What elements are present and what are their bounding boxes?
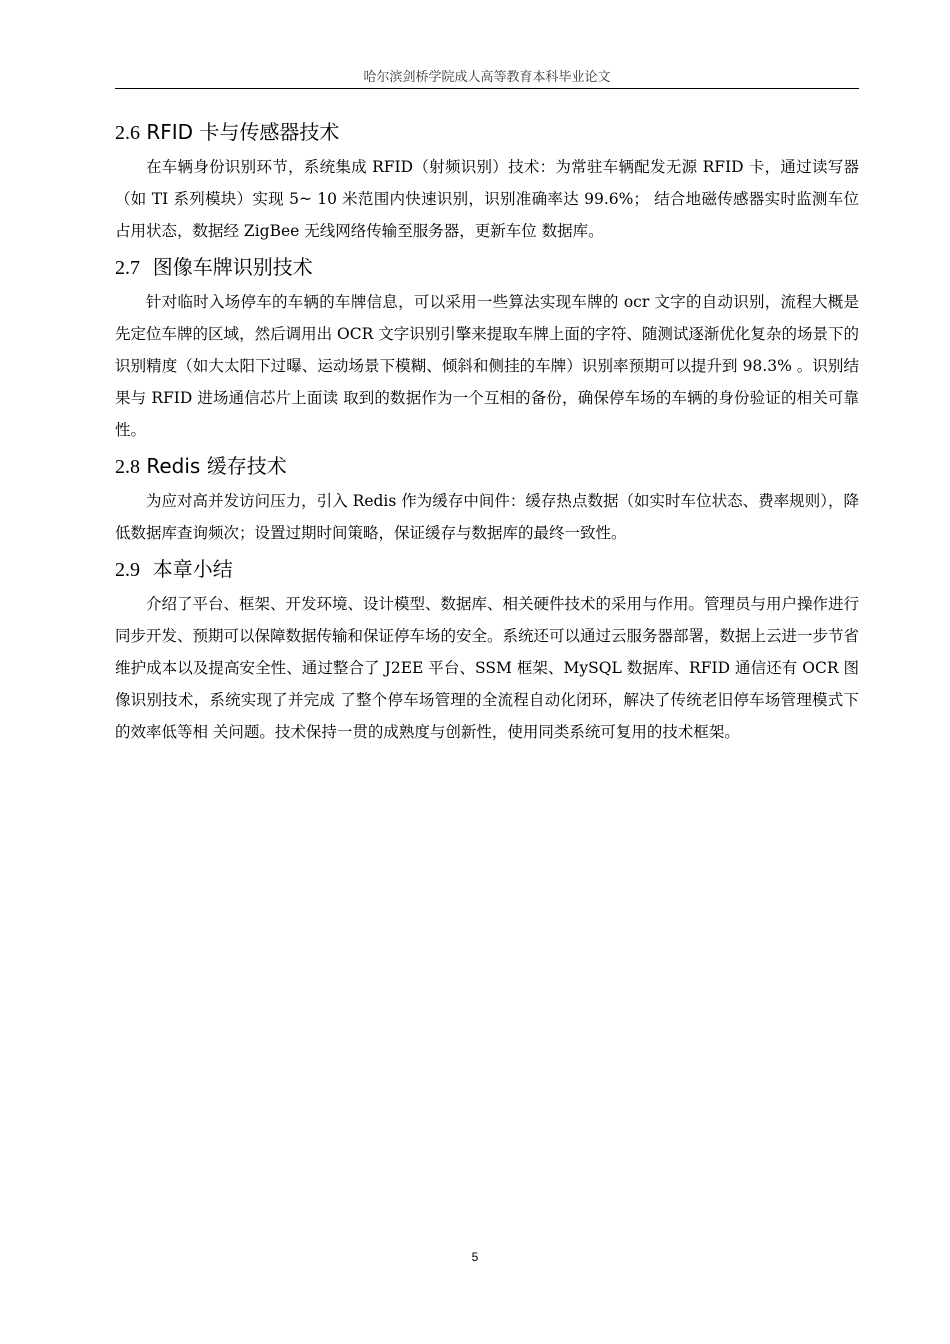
section-heading <box>115 118 859 147</box>
page-content <box>115 118 859 754</box>
section-paragraph: 介绍了平台、框架、开发环境、设计模型、数据库、相关硬件技术的采用与作用。管理员与用户操作进行同步开发、预期可以保障数据传输和保证停车场的安全。系统还可以通过云服务器部署，数据上云进一步节省维护成本以及提高安全性、通过整合了 J2EE 平台、SSM 框架、MySQL 数据库、RFID 通信还有 OCR 图像识别技术，系统实现了并完成 了整个停车场管理的全流程自动化闭环，解决了传统老旧停车场管理模式下的效率低等相 关问题。技术保持一贯的成熟度与创新性，使用同类系统可复用的技术框架。 <box>115 595 860 741</box>
header-divider <box>115 88 859 89</box>
section-number: 2.9 <box>115 559 140 581</box>
section-2-8 <box>115 452 859 549</box>
page-number: 5 <box>471 1250 479 1264</box>
section-paragraph: 在车辆身份识别环节，系统集成 RFID（射频识别）技术：为常驻车辆配发无源 RFID 卡，通过读写器（如 TI 系列模块）实现 5~ 10 米范围内快速识别，识别准确率达 99.6%； 结合地磁传感器实时监测车位占用状态，数据经 ZigBee 无线网络传输至服务器，更新车位 数据库。 <box>115 158 859 240</box>
section-2-6 <box>115 118 859 247</box>
section-paragraph: 为应对高并发访问压力，引入 Redis 作为缓存中间件：缓存热点数据（如实时车位状态、费率规则），降低数据库查询频次；设置过期时间策略，保证缓存与数据库的最终一致性。 <box>115 492 859 542</box>
section-number: 2.7 <box>115 257 140 279</box>
section-title: Redis 缓存技术 <box>146 454 287 478</box>
section-title: 本章小结 <box>152 557 233 581</box>
section-heading <box>115 452 859 481</box>
section-title: RFID 卡与传感器技术 <box>146 120 340 144</box>
section-number: 2.6 <box>115 122 140 144</box>
page-header: 哈尔滨剑桥学院成人高等教育本科毕业论文 <box>363 70 611 85</box>
section-heading <box>115 253 859 282</box>
section-2-9 <box>115 555 859 748</box>
section-heading <box>115 555 859 584</box>
section-number: 2.8 <box>115 456 140 478</box>
section-2-7 <box>115 253 859 446</box>
section-title: 图像车牌识别技术 <box>152 255 313 279</box>
section-paragraph: 针对临时入场停车的车辆的车牌信息，可以采用一些算法实现车牌的 ocr 文字的自动识别，流程大概是先定位车牌的区域，然后调用出 OCR 文字识别引擎来提取车牌上面的字符、随测试逐渐优化复杂的场景下的识别精度（如大太阳下过曝、运动场景下模糊、倾斜和侧挂的车牌）识别率预期可以提升到 98.3% 。识别结果与 RFID 进场通信芯片上面读 取到的数据作为一个互相的备份，确保停车场的车辆的身份验证的相关可靠性。 <box>115 293 859 439</box>
